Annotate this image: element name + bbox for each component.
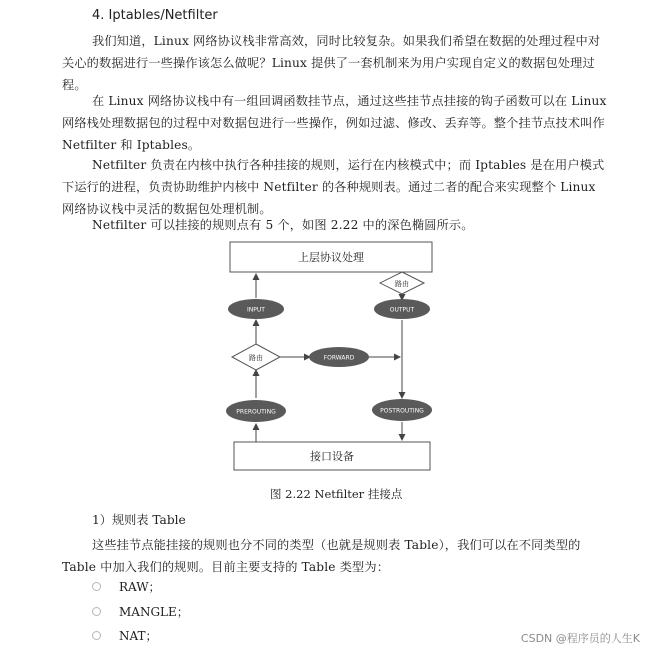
figure-caption: 图 2.22 Netfilter 挂接点: [270, 487, 403, 501]
upper-protocol-label: 上层协议处理: [298, 251, 364, 264]
output-hook-label: OUTPUT: [389, 306, 415, 314]
interface-device-label: 接口设备: [310, 450, 354, 463]
paragraph-netfilter-iptables: Netfilter 负责在内核中执行各种挂接的规则，运行在内核模式中；而 Iptables 是在用户模式下运行的进程，负责协助维护内核中 Netfilter 的各种规则表。通过二者的配合来实现整个 Linux 网络协议栈中灵活的数据包处理机制。: [62, 158, 605, 216]
bullet-icon: [92, 582, 101, 591]
watermark: CSDN @程序员的人生K: [520, 632, 640, 645]
routing-left-label: 路由: [249, 354, 263, 362]
list-item: [92, 627, 158, 644]
prerouting-hook-label: PREROUTING: [236, 408, 276, 416]
list-item-text: NAT；: [119, 629, 158, 643]
input-hook-label: INPUT: [247, 306, 265, 314]
list-item: [92, 603, 189, 620]
bullet-icon: [92, 607, 101, 616]
postrouting-hook-label: POSTROUTING: [380, 407, 424, 415]
paragraph-rule-points: Netfilter 可以挂接的规则点有 5 个，如图 2.22 中的深色椭圆所示。: [92, 218, 474, 232]
list-item-text: MANGLE；: [119, 605, 189, 619]
list-item: [92, 578, 161, 595]
paragraph-hooks: 在 Linux 网络协议栈中有一组回调函数挂节点，通过这些挂节点挂接的钩子函数可以在 Linux 网络栈处理数据包的过程中对数据包进行一些操作，例如过滤、修改、丢弃等。整个挂节点技术叫作 Netfilter 和 Iptables。: [62, 94, 607, 152]
paragraph-intro: 我们知道，Linux 网络协议栈非常高效，同时比较复杂。如果我们希望在数据的处理过程中对关心的数据进行一些操作该怎么做呢？Linux 提供了一套机制来为用户实现自定义的数据包处理过程。: [62, 34, 601, 92]
bullet-icon: [92, 631, 101, 640]
netfilter-diagram: [222, 238, 440, 476]
section-title: 4. Iptables/Netfilter: [92, 8, 218, 23]
routing-right-label: 路由: [395, 280, 409, 288]
paragraph-table-intro: 这些挂节点能挂接的规则也分不同的类型（也就是规则表 Table），我们可以在不同类型的 Table 中加入我们的规则。目前主要支持的 Table 类型为：: [62, 538, 581, 574]
list-item-text: RAW；: [119, 580, 161, 594]
subsection-heading: 1）规则表 Table: [92, 513, 186, 527]
forward-hook-label: FORWARD: [323, 354, 355, 362]
